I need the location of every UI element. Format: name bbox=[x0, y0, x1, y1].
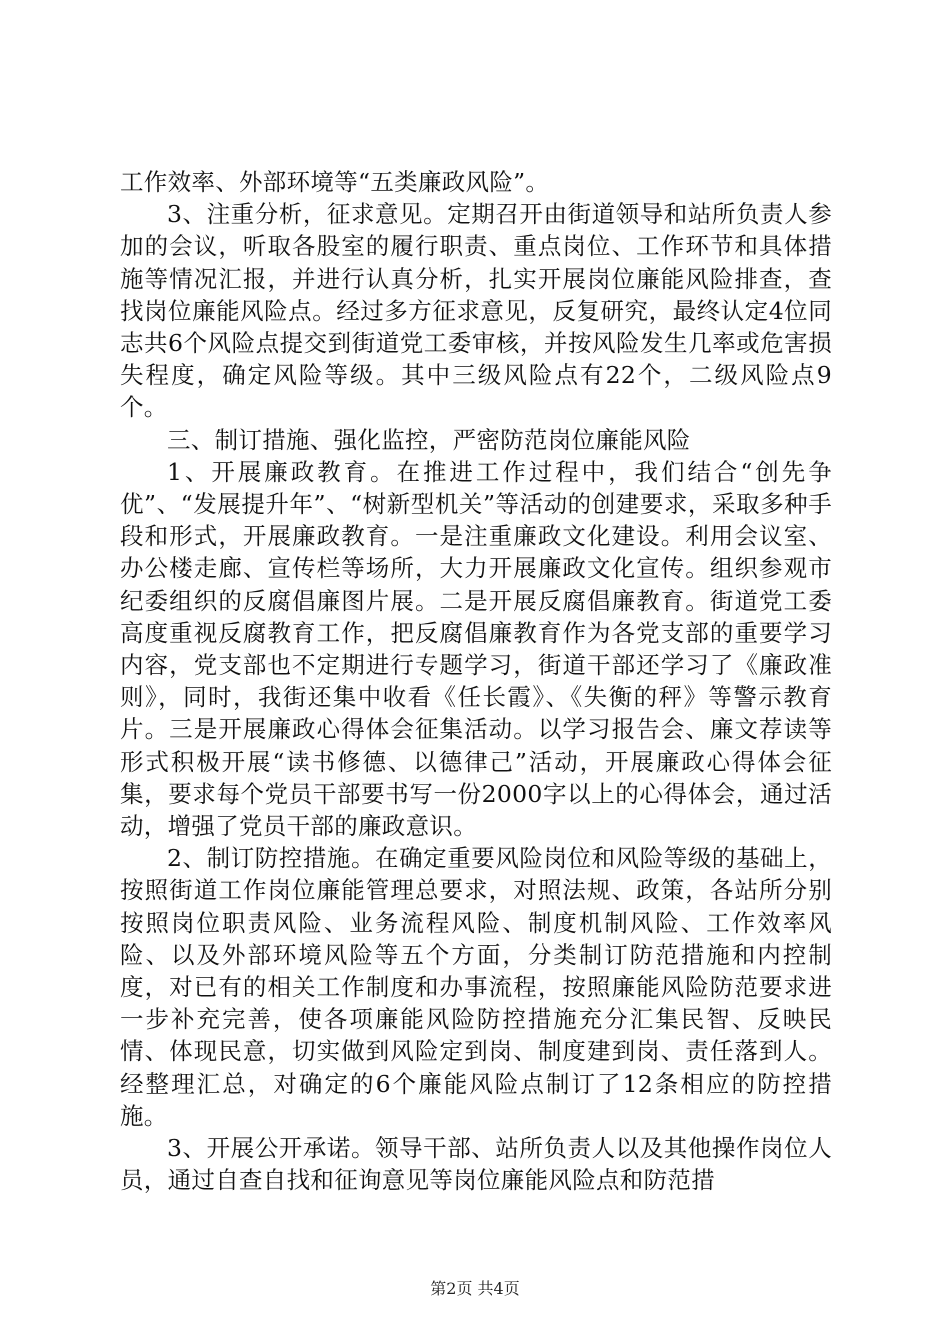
paragraph-2: 3、注重分析，征求意见。定期召开由街道领导和站所负责人参加的会议，听取各股室的履行职责、重点岗位、工作环节和具体措施等情况汇报，并进行认真分析，扎实开展岗位廉能风险排查，查找岗位廉能风险点。经过多方征求意见，反复研究，最终认定4位同志共6个风险点提交到街道党工委审核，并按风险发生几率或危害损失程度，确定风险等级。其中三级风险点有22个，二级风险点9个。 bbox=[120, 200, 832, 422]
section-heading: 三、制订措施、强化监控，严密防范岗位廉能风险 bbox=[167, 425, 691, 454]
document-body bbox=[120, 166, 832, 1197]
paragraph-3: 1、开展廉政教育。在推进工作过程中，我们结合“创先争优”、“发展提升年”、“树新型机关”等活动的创建要求，采取多种手段和形式，开展廉政教育。一是注重廉政文化建设。利用会议室、办公楼走廊、宣传栏等场所，大力开展廉政文化宣传。组织参观市纪委组织的反腐倡廉图片展。二是开展反腐倡廉教育。街道党工委高度重视反腐教育工作，把反腐倡廉教育作为各党支部的重要学习内容，党支部也不定期进行专题学习，街道干部还学习了《廉政准则》，同时，我街还集中收看《任长霞》、《失衡的秤》等警示教育片。三是开展廉政心得体会征集活动。以学习报告会、廉文荐读等形式积极开展“读书修德、以德律己”活动，开展廉政心得体会征集，要求每个党员干部要书写一份2000字以上的心得体会，通过活动，增强了党员干部的廉政意识。 bbox=[120, 457, 832, 841]
paragraph-4: 2、制订防控措施。在确定重要风险岗位和风险等级的基础上，按照街道工作岗位廉能管理总要求，对照法规、政策，各站所分别按照岗位职责风险、业务流程风险、制度机制风险、工作效率风险、以及外部环境风险等五个方面，分类制订防范措施和内控制度，对已有的相关工作制度和办事流程，按照廉能风险防范要求进一步补充完善，使各项廉能风险防控措施充分汇集民智、反映民情、体现民意，切实做到风险定到岗、制度建到岗、责任落到人。经整理汇总，对确定的6个廉能风险点制订了12条相应的防控措施。 bbox=[120, 844, 832, 1130]
paragraph-5: 3、开展公开承诺。领导干部、站所负责人以及其他操作岗位人员，通过自查自找和征询意见等岗位廉能风险点和防范措 bbox=[120, 1134, 832, 1195]
paragraph-1: 工作效率、外部环境等“五类廉政风险”。 bbox=[120, 168, 550, 196]
page-footer: 第2页 共4页 bbox=[430, 1279, 520, 1298]
